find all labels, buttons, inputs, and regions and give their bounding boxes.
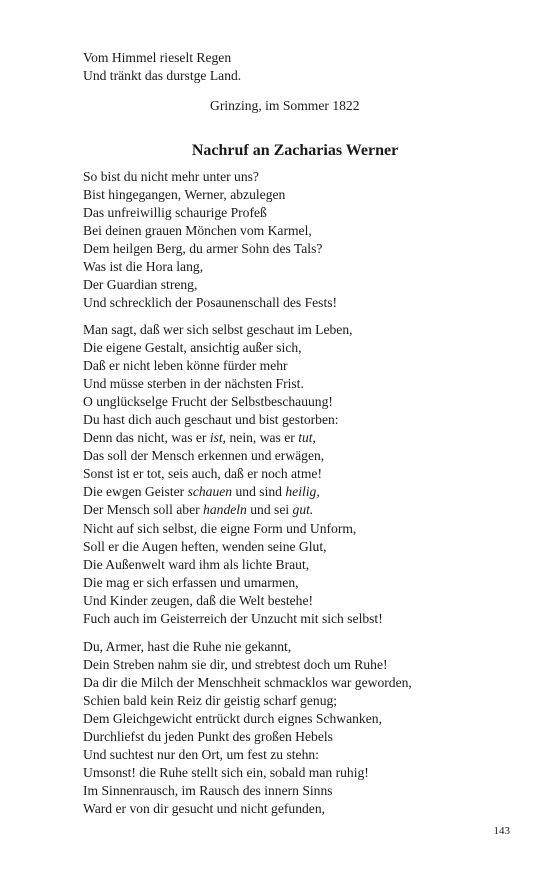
verse-line: Man sagt, daß wer sich selbst geschaut im Leben, <box>83 322 353 337</box>
verse-line: Da dir die Milch der Menschheit schmacklos war geworden, <box>83 675 412 690</box>
poem-title: Nachruf an Zacharias Werner <box>191 142 399 159</box>
verse-line: Bei deinen grauen Mönchen vom Karmel, <box>83 223 312 238</box>
verse-line: Der Guardian streng, <box>83 277 198 292</box>
verse-line: Fuch auch im Geisterreich der Unzucht mit sich selbst! <box>83 611 383 626</box>
verse-segment: Denn das nicht, was er <box>83 430 210 445</box>
place-date-signature: Grinzing, im Sommer 1822 <box>210 98 360 113</box>
verse-line: Daß er nicht leben könne fürder mehr <box>83 358 288 373</box>
verse-line: Du hast dich auch geschaut und bist gestorben: <box>83 412 339 427</box>
verse-line: Das unfreiwillig schaurige Profeß <box>83 205 267 220</box>
verse-line: Sonst ist er tot, seis auch, daß er noch atme! <box>83 466 322 481</box>
verse-line: Dem Gleichgewicht entrückt durch eignes Schwanken, <box>83 711 382 726</box>
verse-line: Und suchtest nur den Ort, um fest zu stehn: <box>83 747 319 762</box>
verse-line: O unglückselge Frucht der Selbstbeschauung! <box>83 394 333 409</box>
verse-line: Und müsse sterben in der nächsten Frist. <box>83 376 304 391</box>
verse-line: Die eigene Gestalt, ansichtig außer sich, <box>83 340 302 355</box>
verse-line: Dem heilgen Berg, du armer Sohn des Tals? <box>83 241 323 256</box>
verse-line: Schien bald kein Reiz dir geistig scharf genug; <box>83 693 338 708</box>
verse-line: Vom Himmel rieselt Regen <box>83 50 232 65</box>
page-number: 143 <box>493 825 510 837</box>
verse-line <box>83 483 523 501</box>
verse-line: Die Außenwelt ward ihm als lichte Braut, <box>83 557 310 572</box>
stanza-3 <box>83 520 523 628</box>
verse-line: Was ist die Hora lang, <box>83 259 204 274</box>
intro-verse <box>83 49 523 85</box>
verse-line: Du, Armer, hast die Ruhe nie gekannt, <box>83 639 292 654</box>
verse-line: Und schrecklich der Posaunenschall des Fests! <box>83 295 338 310</box>
stanza-4 <box>83 638 523 818</box>
verse-segment: Die ewgen Geister <box>83 484 188 499</box>
stanza-1 <box>83 168 523 312</box>
verse-line: Und tränkt das durstge Land. <box>83 68 242 83</box>
verse-line: Dein Streben nahm sie dir, und strebtest doch um Ruhe! <box>83 657 388 672</box>
verse-line: Nicht auf sich selbst, die eigne Form und Unform, <box>83 521 357 536</box>
verse-line: Und Kinder zeugen, daß die Welt bestehe! <box>83 593 314 608</box>
verse-line: Durchliefst du jeden Punkt des großen Hebels <box>83 729 333 744</box>
verse-segment: und sind <box>232 484 286 499</box>
italic-emphasis: schauen <box>187 484 233 499</box>
verse-segment: und sei <box>246 502 293 517</box>
italic-emphasis: heilig, <box>285 484 320 499</box>
verse-line: Umsonst! die Ruhe stellt sich ein, sobald man ruhig! <box>83 765 369 780</box>
verse-line: Die mag er sich erfassen und umarmen, <box>83 575 299 590</box>
italic-emphasis: ist, <box>209 430 227 445</box>
verse-line <box>83 429 523 447</box>
verse-line <box>83 501 523 519</box>
stanza-2 <box>83 321 523 519</box>
verse-line: Im Sinnenrausch, im Rausch des innern Sinns <box>83 783 333 798</box>
italic-emphasis: tut, <box>298 430 316 445</box>
verse-segment: nein, was er <box>226 430 299 445</box>
italic-emphasis: handeln <box>203 502 247 517</box>
verse-line: Soll er die Augen heften, wenden seine Glut, <box>83 539 327 554</box>
verse-line: So bist du nicht mehr unter uns? <box>83 169 259 184</box>
verse-line: Bist hingegangen, Werner, abzulegen <box>83 187 286 202</box>
verse-segment: Der Mensch soll aber <box>83 502 204 517</box>
verse-line: Ward er von dir gesucht und nicht gefunden, <box>83 801 326 816</box>
verse-line: Das soll der Mensch erkennen und erwägen, <box>83 448 325 463</box>
italic-emphasis: gut. <box>292 502 314 517</box>
